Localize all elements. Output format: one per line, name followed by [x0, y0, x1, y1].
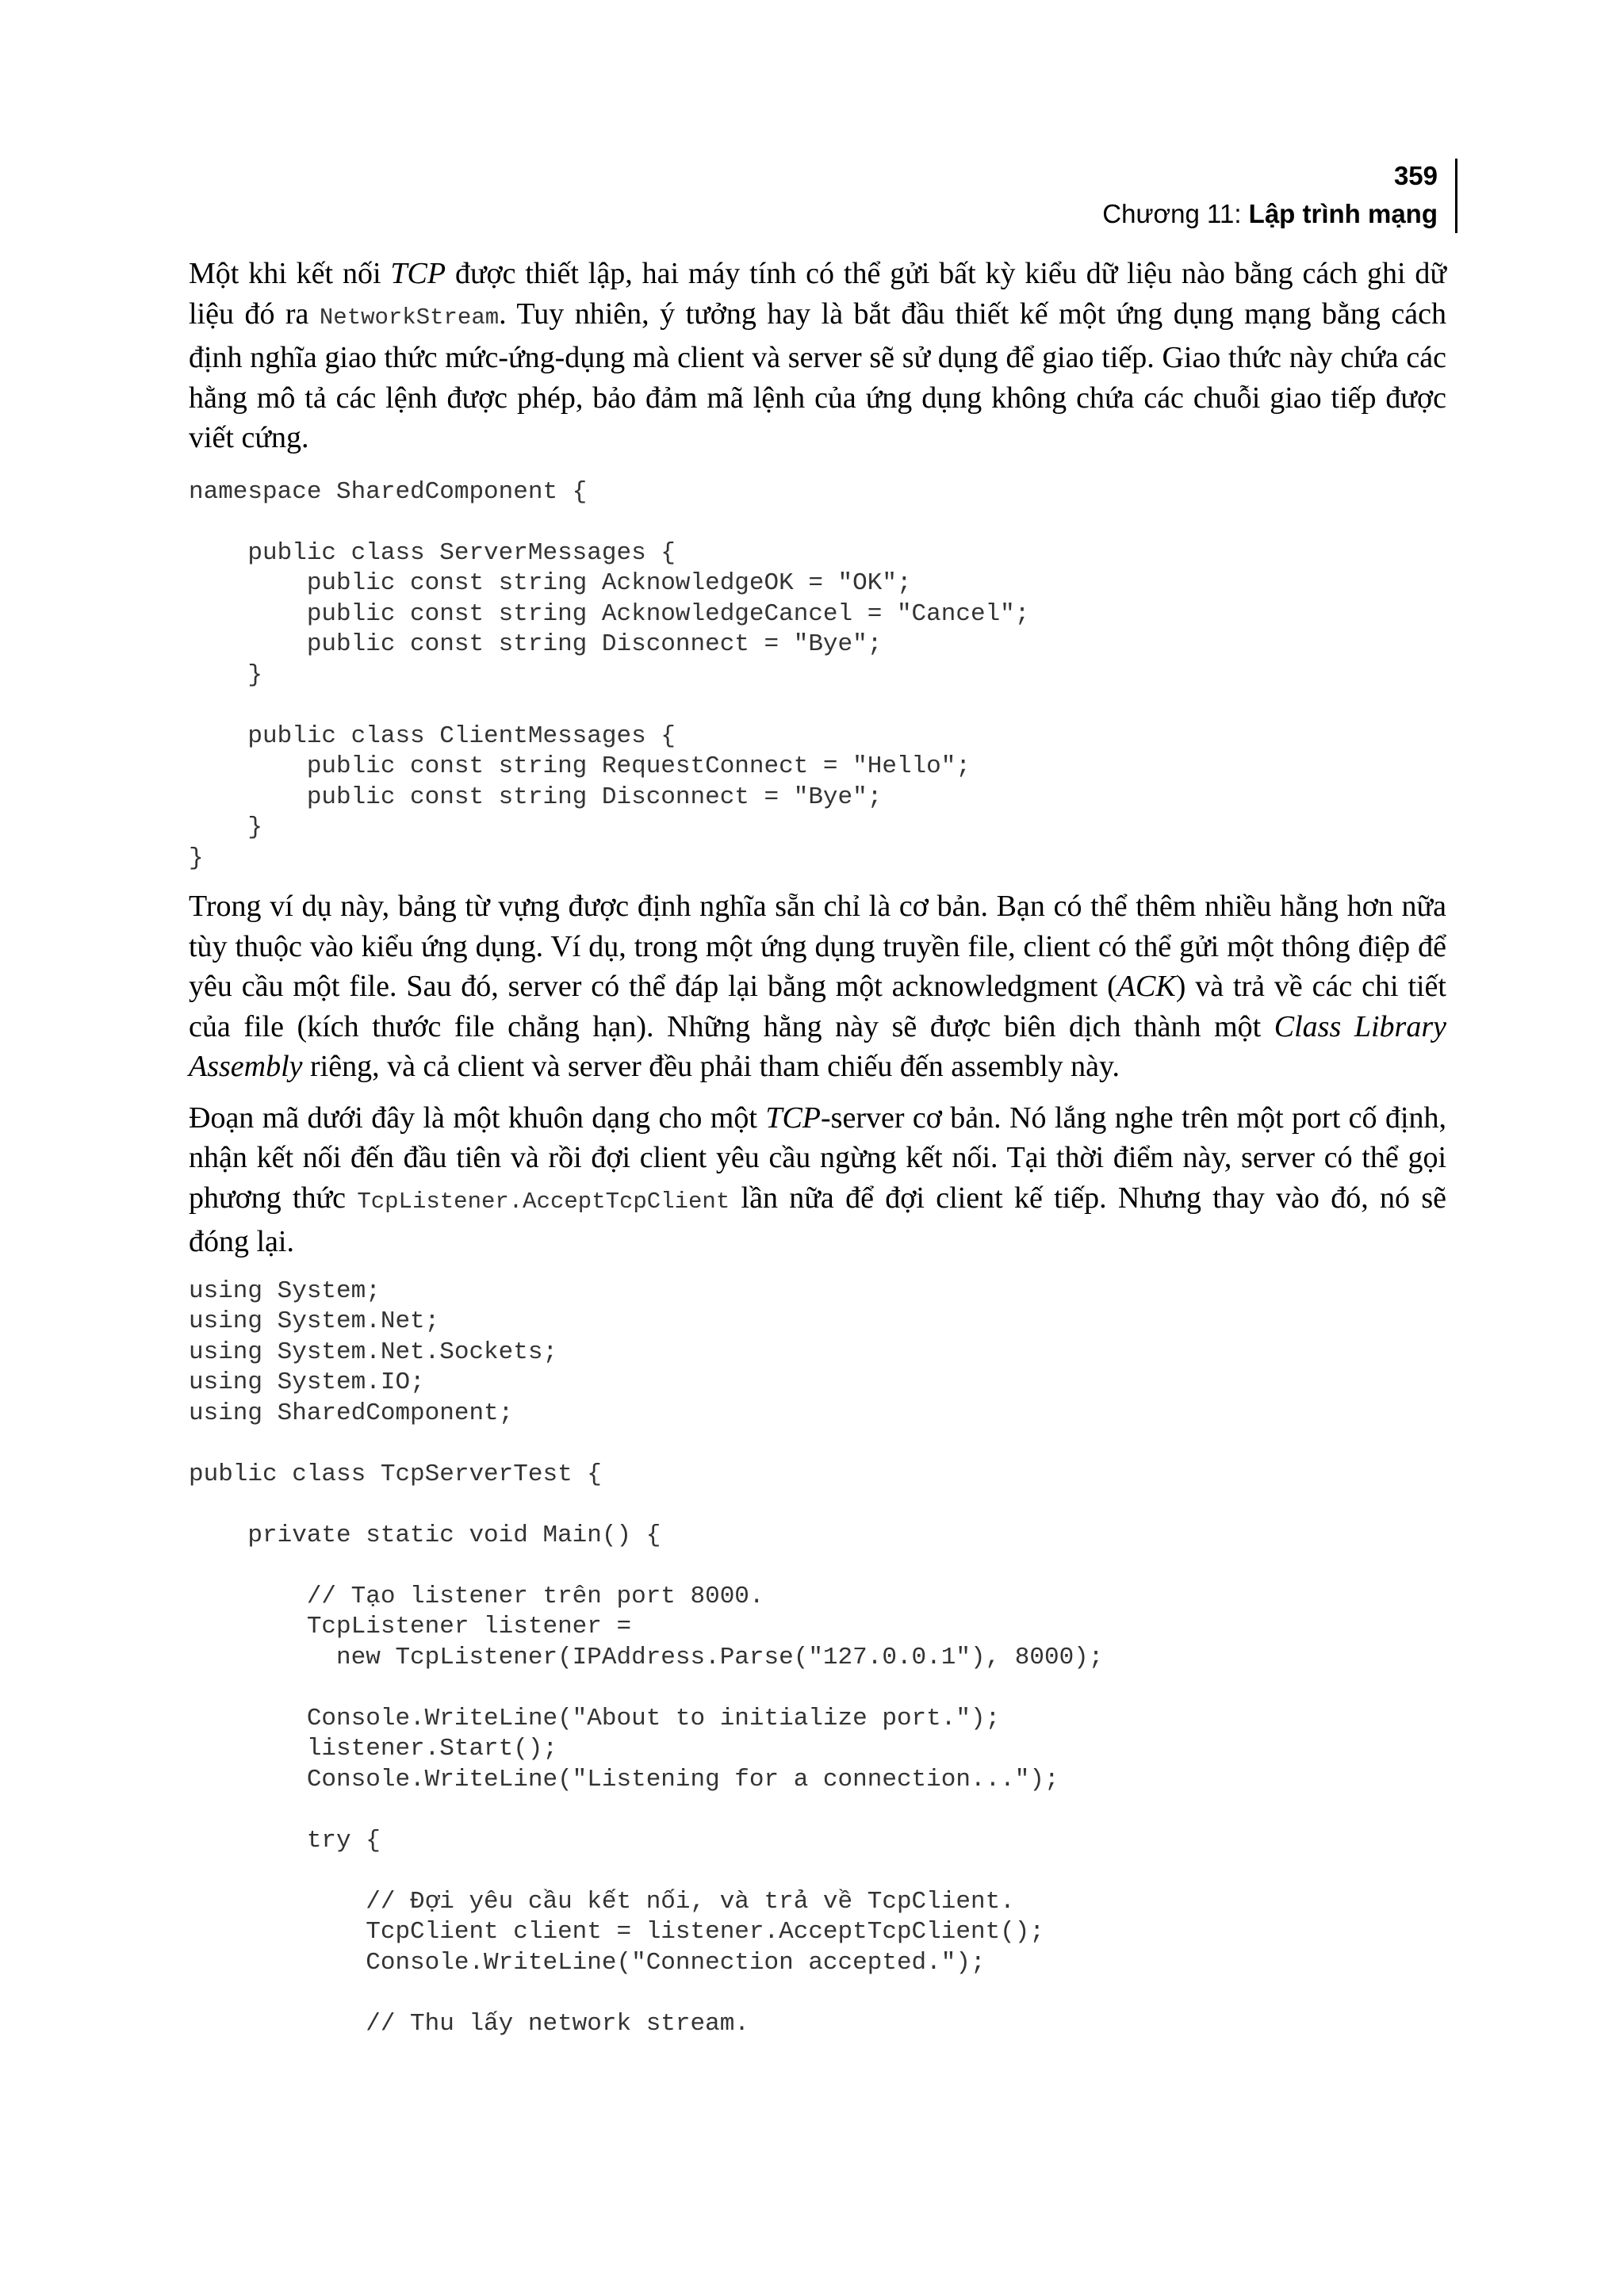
code-block-shared-component: namespace SharedComponent { public class ServerMessages { public const string AcknowledgeOK = "OK"; public const string AcknowledgeCancel = "Cancel"; public const string Disconnect = "Bye"; } public class ClientMessages { public const string RequestConnect = "Hello"; public const string Disconnect = "Bye"; } }	[189, 477, 1030, 872]
text-run: . Tuy nhiên, ý tưởng hay là bắt đầu thiết kế một ứng dụng mạng bằng cách định nghĩa giao thức mức-ứng-dụng mà client và server sẽ sử dụng để giao tiếp. Giao thức này chứa các hằng mô tả các lệnh được phép, bảo đảm mã lệnh của ứng dụng không chứa các chuỗi giao tiếp được viết cứng.	[189, 297, 1446, 454]
italic-term: ACK	[1116, 970, 1176, 1003]
italic-term: Class Library Assembly	[189, 1009, 1446, 1083]
text-run: -server cơ bản. Nó lắng nghe trên một port cố định, nhận kết nối đến đầu tiên và rồi đợi client yêu cầu ngừng kết nối. Tại thời điểm này, server có thể gọi phương thức	[189, 1101, 1446, 1215]
text-run: Một khi kết nối	[189, 257, 391, 290]
italic-term: TCP	[765, 1101, 822, 1135]
inline-code: NetworkStream	[319, 304, 500, 331]
paragraph-server-template	[189, 1098, 1446, 1262]
paragraph-vocabulary	[189, 886, 1446, 1087]
chapter-title	[1102, 197, 1438, 232]
italic-term: TCP	[390, 257, 446, 290]
paragraph-intro	[189, 254, 1446, 458]
page-number: 359	[1393, 161, 1438, 190]
text-run: Đoạn mã dưới đây là một khuôn dạng cho một	[189, 1101, 766, 1135]
page-content	[189, 254, 1446, 2039]
text-run: ) và trả về các chi tiết của file (kích thước file chẳng hạn). Những hằng này sẽ được biên dịch thành một	[189, 970, 1446, 1043]
chapter-prefix: Chương 11:	[1102, 199, 1249, 228]
text-run: được thiết lập, hai máy tính có thể gửi bất kỳ kiểu dữ liệu nào bằng cách ghi dữ liệu đó ra	[189, 257, 1446, 331]
text-run: lần nữa để đợi client kế tiếp. Nhưng thay vào đó, nó sẽ đóng lại.	[189, 1181, 1446, 1258]
text-run: riêng, và cả client và server đều phải tham chiếu đến assembly này.	[302, 1050, 1120, 1083]
text-run: Trong ví dụ này, bảng từ vựng được định nghĩa sẵn chỉ là cơ bản. Bạn có thể thêm nhiều hằng hơn nữa tùy thuộc vào kiểu ứng dụng. Ví dụ, trong một ứng dụng truyền file, client có thể gửi một thông điệp để yêu cầu một file. Sau đó, server có thể đáp lại bằng một acknowledgment (	[189, 890, 1446, 1003]
page-header	[1102, 159, 1457, 233]
chapter-name: Lập trình mạng	[1248, 199, 1438, 228]
inline-code: TcpListener.AcceptTcpClient	[357, 1188, 730, 1215]
code-block-tcp-server: using System; using System.Net; using System.Net.Sockets; using System.IO; using SharedComponent; public class TcpServerTest { private static void Main() { // Tạo listener trên port 8000. TcpListener listener = new TcpListener(IPAddress.Parse("127.0.0.1"), 8000); Console.WriteLine("About to initialize port."); listener.Start(); Console.WriteLine("Listening for a connection..."); try { // Đợi yêu cầu kết nối, và trả về TcpClient. TcpClient client = listener.AcceptTcpClient(); Console.WriteLine("Connection accepted."); // Thu lấy network stream.	[189, 1277, 1104, 2038]
